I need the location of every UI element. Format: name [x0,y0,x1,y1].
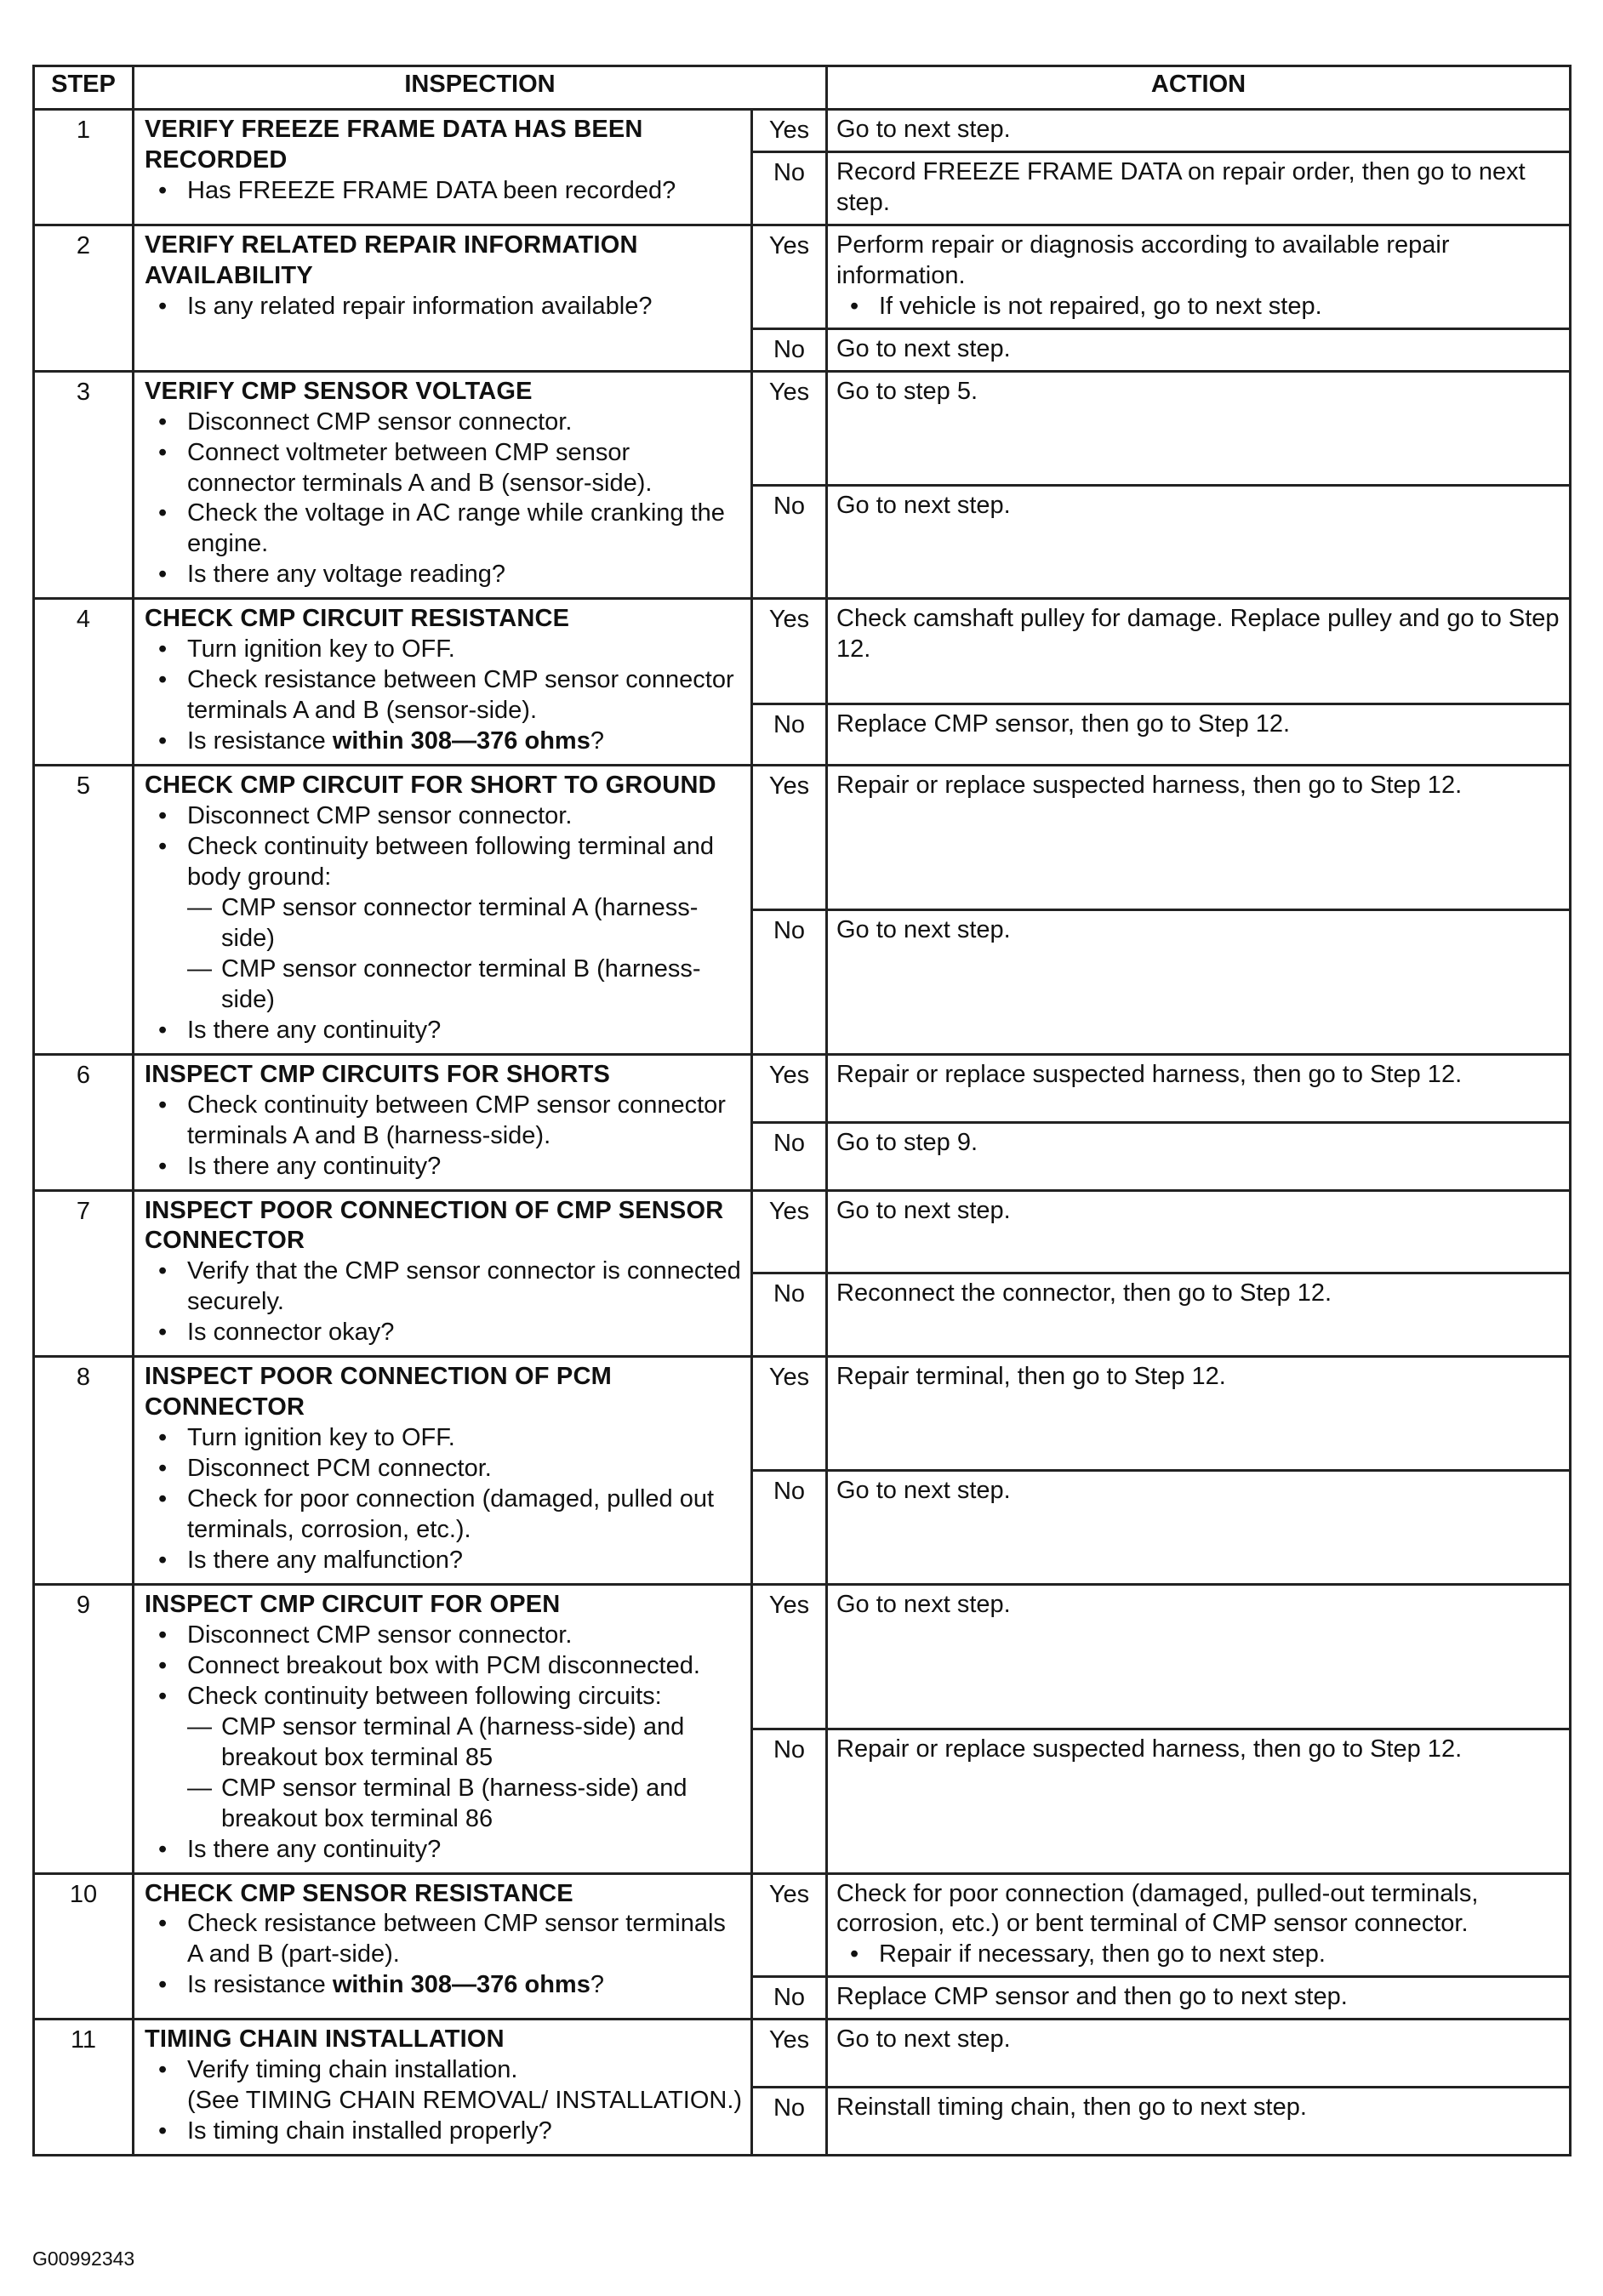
yes-label: Yes [752,766,827,910]
no-action-text: Replace CMP sensor and then go to next step. [836,1983,1348,2011]
inspection-item-text: Has FREEZE FRAME DATA been recorded? [187,176,676,204]
inspection-item [187,560,744,590]
inspection-item-text: Turn ignition key to OFF. [187,635,455,664]
yes-label: Yes [752,1584,827,1729]
inspection-list [145,1909,744,2001]
no-label: No [752,909,827,1054]
inspection-note: (See TIMING CHAIN REMOVAL/ INSTALLATION.) [187,2087,743,2115]
yes-action [827,599,1571,704]
no-action [827,328,1571,371]
inspection-item-text: Check continuity between following terminal and body ground: [187,833,715,891]
step-number: 2 [34,225,134,371]
inspection-cell [134,1873,752,2020]
inspection-item-text: Connect breakout box with PCM disconnected. [187,1651,700,1679]
yes-action [827,1873,1571,1977]
inspection-subitem: — CMP sensor terminal B (harness-side) and breakout box terminal 86 [221,1774,744,1835]
no-label: No [752,1122,827,1190]
step-number: 4 [34,599,134,766]
no-label: No [752,485,827,599]
inspection-item [187,2055,744,2117]
inspection-item [187,1256,744,1318]
inspection-item-text: Disconnect CMP sensor connector. [187,1621,573,1649]
inspection-item-text: Disconnect CMP sensor connector. [187,407,573,436]
inspection-sublist [187,1712,744,1835]
diagnostic-table [32,65,1572,2156]
step-title: CHECK CMP CIRCUIT FOR SHORT TO GROUND [145,772,716,800]
step-title: CHECK CMP SENSOR RESISTANCE [145,1879,573,1907]
no-action [827,1273,1571,1357]
inspection-item-text: Is resistance [187,1971,333,1999]
yes-action [827,110,1571,152]
inspection-item [187,801,744,832]
no-action-text: Go to next step. [836,491,1011,519]
inspection-item-text: Check resistance between CMP sensor terminals A and B (part-side). [187,1910,726,1968]
inspection-sublist [187,893,744,1016]
yes-action [827,766,1571,910]
inspection-cell [134,599,752,766]
inspection-cell [134,766,752,1055]
inspection-item [187,499,744,560]
inspection-item [187,407,744,438]
inspection-item [187,1970,744,2001]
inspection-item-text: Turn ignition key to OFF. [187,1424,455,1452]
inspection-list [145,176,744,207]
step-number: 3 [34,371,134,599]
inspection-item-text: Verify that the CMP sensor connector is connected securely. [187,1257,741,1316]
inspection-spec: within 308—376 ohms [332,727,590,755]
inspection-item [187,1546,744,1576]
no-action [827,704,1571,766]
yes-action-text: Repair or replace suspected harness, then go to Step 12. [836,772,1463,800]
inspection-cell [134,110,752,225]
step-title: INSPECT CMP CIRCUITS FOR SHORTS [145,1060,611,1088]
step-title: VERIFY CMP SENSOR VOLTAGE [145,377,533,405]
yes-action-text: Go to next step. [836,116,1011,143]
step-row [34,371,1571,485]
inspection-item-text: Connect voltmeter between CMP sensor connector terminals A and B (sensor-side). [187,438,653,497]
no-action [827,1729,1571,1873]
inspection-cell [134,1054,752,1190]
step-number: 8 [34,1357,134,1585]
no-action-text: Go to next step. [836,334,1011,362]
step-row [34,766,1571,910]
inspection-item [187,1091,744,1152]
inspection-item-tail: ? [590,1971,604,1999]
yes-action-item: • Repair if necessary, then go to next step. [879,1940,1562,1970]
step-row [34,110,1571,152]
inspection-item [187,2117,744,2147]
no-action-text: Go to step 9. [836,1128,978,1156]
inspection-item [187,635,744,665]
inspection-list [145,1256,744,1348]
step-row [34,599,1571,704]
inspection-subitem: — CMP sensor connector terminal B (harness-side) [221,954,744,1016]
inspection-item [187,176,744,207]
no-label: No [752,1977,827,2020]
inspection-item [187,1318,744,1348]
no-action [827,1471,1571,1585]
step-title: INSPECT POOR CONNECTION OF PCM CONNECTOR [145,1363,612,1421]
figure-code: G00992343 [32,2248,135,2270]
inspection-item-text: Is connector okay? [187,1319,395,1347]
inspection-item-text: Check resistance between CMP sensor connector terminals A and B (sensor-side). [187,666,734,725]
step-number: 5 [34,766,134,1055]
no-label: No [752,1273,827,1357]
yes-action [827,225,1571,328]
inspection-spec: within 308—376 ohms [332,1971,590,1999]
step-number: 7 [34,1190,134,1357]
no-action-text: Reinstall timing chain, then go to next step. [836,2094,1307,2122]
no-label: No [752,2088,827,2156]
inspection-item-text: Is there any malfunction? [187,1546,464,1574]
yes-action-list [836,292,1562,322]
yes-label: Yes [752,110,827,152]
no-action [827,1122,1571,1190]
step-row [34,225,1571,328]
inspection-item-text: Check continuity between following circuits: [187,1682,662,1710]
step-row [34,1054,1571,1122]
yes-action-text: Perform repair or diagnosis according to available repair information. [836,231,1450,289]
no-action-text: Go to next step. [836,915,1011,943]
inspection-item-text: Is any related repair information available? [187,292,653,320]
inspection-item-text: Disconnect PCM connector. [187,1455,492,1483]
inspection-item [187,1484,744,1546]
inspection-item [187,1152,744,1182]
inspection-item [187,1651,744,1682]
step-row [34,1584,1571,1729]
no-action [827,1977,1571,2020]
inspection-cell [134,1190,752,1357]
inspection-item [187,726,744,757]
inspection-item-tail: ? [590,727,604,755]
header-action: ACTION [827,66,1571,110]
inspection-item [187,1621,744,1651]
no-action-text: Record FREEZE FRAME DATA on repair order, then go to next step. [836,157,1526,216]
inspection-item [187,1423,744,1454]
steps-body [34,110,1571,2156]
header-inspection: INSPECTION [134,66,827,110]
yes-action-text: Check camshaft pulley for damage. Replace pulley and go to Step 12. [836,605,1560,664]
inspection-item [187,292,744,322]
inspection-item-text: Check for poor connection (damaged, pulled out terminals, corrosion, etc.). [187,1485,715,1544]
no-action [827,2088,1571,2156]
no-action-text: Replace CMP sensor, then go to Step 12. [836,710,1291,738]
no-action [827,485,1571,599]
inspection-list [145,635,744,757]
yes-action [827,2020,1571,2088]
no-action [827,909,1571,1054]
inspection-list [145,1621,744,1866]
inspection-item-text: Is there any continuity? [187,1152,442,1180]
inspection-item-text: Is there any continuity? [187,1835,442,1863]
step-number: 1 [34,110,134,225]
inspection-item-text: Is there any continuity? [187,1016,442,1044]
inspection-cell [134,1584,752,1873]
yes-label: Yes [752,1873,827,1977]
inspection-item [187,1682,744,1835]
yes-action [827,1357,1571,1471]
inspection-item [187,665,744,726]
inspection-item-text: Verify timing chain installation. [187,2056,518,2084]
inspection-item [187,438,744,499]
yes-label: Yes [752,599,827,704]
step-number: 6 [34,1054,134,1190]
inspection-list [145,292,744,322]
step-number: 9 [34,1584,134,1873]
inspection-item [187,1835,744,1866]
inspection-item-text: Disconnect CMP sensor connector. [187,802,573,830]
inspection-item-text: Is timing chain installed properly? [187,2117,552,2145]
no-action-text: Repair or replace suspected harness, then go to Step 12. [836,1735,1463,1763]
inspection-item-text: Check continuity between CMP sensor connector terminals A and B (harness-side). [187,1091,726,1149]
yes-action [827,371,1571,485]
step-row [34,1190,1571,1273]
no-label: No [752,704,827,766]
inspection-list [145,1423,744,1576]
no-label: No [752,1729,827,1873]
yes-action-text: Check for poor connection (damaged, pulled-out terminals, corrosion, etc.) or bent terminal of CMP sensor connector. [836,1879,1479,1938]
inspection-item-text: Is there any voltage reading? [187,561,506,589]
yes-action-item: • If vehicle is not repaired, go to next step. [879,292,1562,322]
yes-action-text: Go to next step. [836,1590,1011,1618]
yes-label: Yes [752,371,827,485]
step-row [34,1357,1571,1471]
header-step: STEP [34,66,134,110]
yes-action-text: Go to next step. [836,1196,1011,1224]
inspection-list [145,2055,744,2147]
inspection-item [187,1454,744,1484]
inspection-item [187,1016,744,1046]
yes-action-text: Go to next step. [836,2025,1011,2054]
step-title: CHECK CMP CIRCUIT RESISTANCE [145,605,570,633]
step-title: VERIFY RELATED REPAIR INFORMATION AVAILABILITY [145,231,638,289]
step-number: 11 [34,2020,134,2156]
yes-action [827,1190,1571,1273]
inspection-subitem: — CMP sensor terminal A (harness-side) and breakout box terminal 85 [221,1712,744,1774]
no-label: No [752,151,827,225]
yes-action [827,1054,1571,1122]
yes-action [827,1584,1571,1729]
no-label: No [752,328,827,371]
inspection-cell [134,225,752,371]
inspection-item-text: Is resistance [187,727,333,755]
step-title: INSPECT POOR CONNECTION OF CMP SENSOR CONNECTOR [145,1196,724,1255]
yes-action-text: Go to step 5. [836,377,978,405]
no-action-text: Go to next step. [836,1477,1011,1505]
step-title: INSPECT CMP CIRCUIT FOR OPEN [145,1590,561,1618]
yes-label: Yes [752,1357,827,1471]
table-header-row [34,66,1571,110]
yes-label: Yes [752,1190,827,1273]
inspection-item [187,832,744,1016]
inspection-item-text: Check the voltage in AC range while cranking the engine. [187,499,725,558]
yes-action-list [836,1940,1562,1970]
yes-label: Yes [752,1054,827,1122]
no-label: No [752,1471,827,1585]
inspection-list [145,1091,744,1182]
yes-action-text: Repair or replace suspected harness, then go to Step 12. [836,1060,1463,1088]
inspection-subitem: — CMP sensor connector terminal A (harness-side) [221,893,744,954]
step-row [34,2020,1571,2088]
inspection-cell [134,2020,752,2156]
yes-label: Yes [752,2020,827,2088]
step-title: TIMING CHAIN INSTALLATION [145,2025,505,2054]
no-action-text: Reconnect the connector, then go to Step 12. [836,1279,1332,1308]
yes-label: Yes [752,225,827,328]
step-number: 10 [34,1873,134,2020]
inspection-list [145,801,744,1046]
inspection-cell [134,371,752,599]
no-action [827,151,1571,225]
step-row [34,1873,1571,1977]
yes-action-text: Repair terminal, then go to Step 12. [836,1363,1226,1391]
inspection-list [145,407,744,591]
step-title: VERIFY FREEZE FRAME DATA HAS BEEN RECORDED [145,116,643,174]
inspection-item [187,1909,744,1970]
inspection-cell [134,1357,752,1585]
